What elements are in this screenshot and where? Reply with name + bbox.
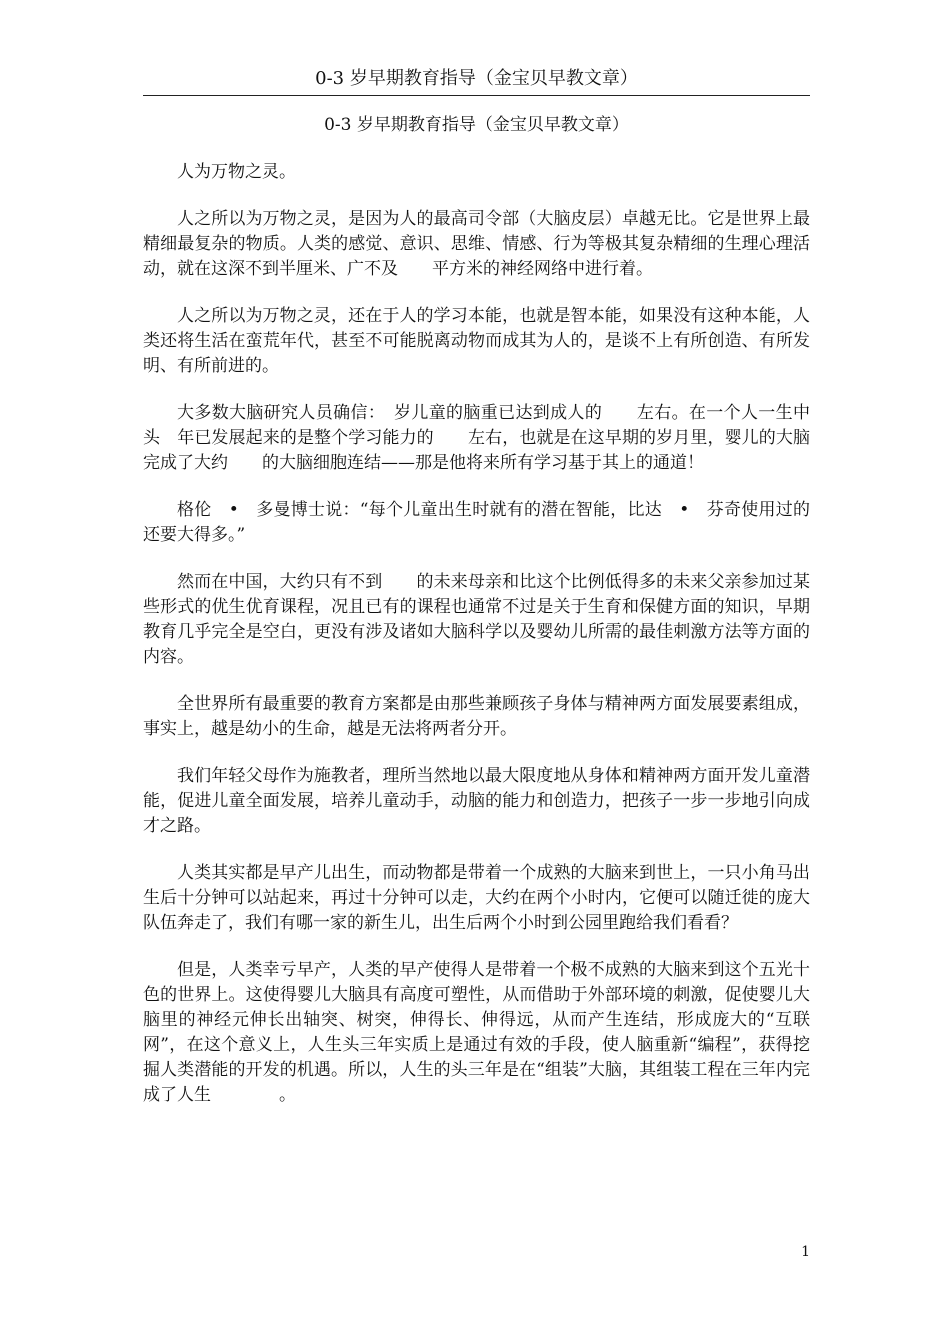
paragraph: 我们年轻父母作为施教者，理所当然地以最大限度地从身体和精神两方面开发儿童潜能，促进儿童全面发展，培养儿童动手，动脑的能力和创造力，把孩子一步一步地引向成才之路。 (143, 766, 810, 836)
paragraph: 格伦 • 多曼博士说：“每个儿童出生时就有的潜在智能，比达 • 芬奇使用过的还要大得多。” (143, 500, 810, 545)
paragraph: 然而在中国，大约只有不到 的未来母亲和比这个比例低得多的未来父亲参加过某些形式的优生优育课程，况且已有的课程也通常不过是关于生育和保健方面的知识，早期教育几乎完全是空白，更没有涉及诸如大脑科学以及婴幼儿所需的最佳刺激方法等方面的内容。 (143, 572, 810, 667)
paragraph: 人类其实都是早产儿出生，而动物都是带着一个成熟的大脑来到世上，一只小角马出生后十分钟可以站起来，再过十分钟可以走，大约在两个小时内，它便可以随迁徙的庞大队伍奔走了，我们有哪一家的新生儿，出生后两个小时到公园里跑给我们看看？ (143, 863, 810, 933)
paragraph: 全世界所有最重要的教育方案都是由那些兼顾孩子身体与精神两方面发展要素组成，事实上，越是幼小的生命，越是无法将两者分开。 (143, 694, 810, 739)
paragraph: 人之所以为万物之灵，还在于人的学习本能，也就是智本能，如果没有这种本能，人类还将生活在蛮荒年代，甚至不可能脱离动物而成其为人的，是谈不上有所创造、有所发明、有所前进的。 (143, 306, 810, 376)
page-header: 0-3 岁早期教育指导（金宝贝早教文章） (315, 68, 638, 89)
document-body (143, 113, 810, 1130)
header-divider (143, 95, 810, 96)
page-number: 1 (801, 1244, 810, 1260)
paragraph: 但是，人类幸亏早产，人类的早产使得人是带着一个极不成熟的大脑来到这个五光十色的世界上。这使得婴儿大脑具有高度可塑性，从而借助于外部环境的刺激，促使婴儿大脑里的神经元伸长出轴突、树突，伸得长、伸得远，从而产生连结，形成庞大的“互联网”，在这个意义上，人生头三年实质上是通过有效的手段，使人脑重新“编程”，获得挖掘人类潜能的开发的机遇。所以，人生的头三年是在“组装”大脑，其组装工程在三年内完成了人生 。 (143, 960, 810, 1105)
document-title: 0-3 岁早期教育指导（金宝贝早教文章） (324, 115, 629, 135)
paragraph: 大多数大脑研究人员确信： 岁儿童的脑重已达到成人的 左右。在一个人一生中头 年已发展起来的是整个学习能力的 左右，也就是在这早期的岁月里，婴儿的大脑完成了大约 的大脑细胞连结——那是他将来所有学习基于其上的通道！ (143, 403, 810, 473)
paragraph: 人为万物之灵。 (177, 162, 296, 182)
paragraph: 人之所以为万物之灵，是因为人的最高司令部（大脑皮层）卓越无比。它是世界上最精细最复杂的物质。人类的感觉、意识、思维、情感、行为等极其复杂精细的生理心理活动，就在这深不到半厘米、广不及 平方米的神经网络中进行着。 (143, 209, 810, 279)
